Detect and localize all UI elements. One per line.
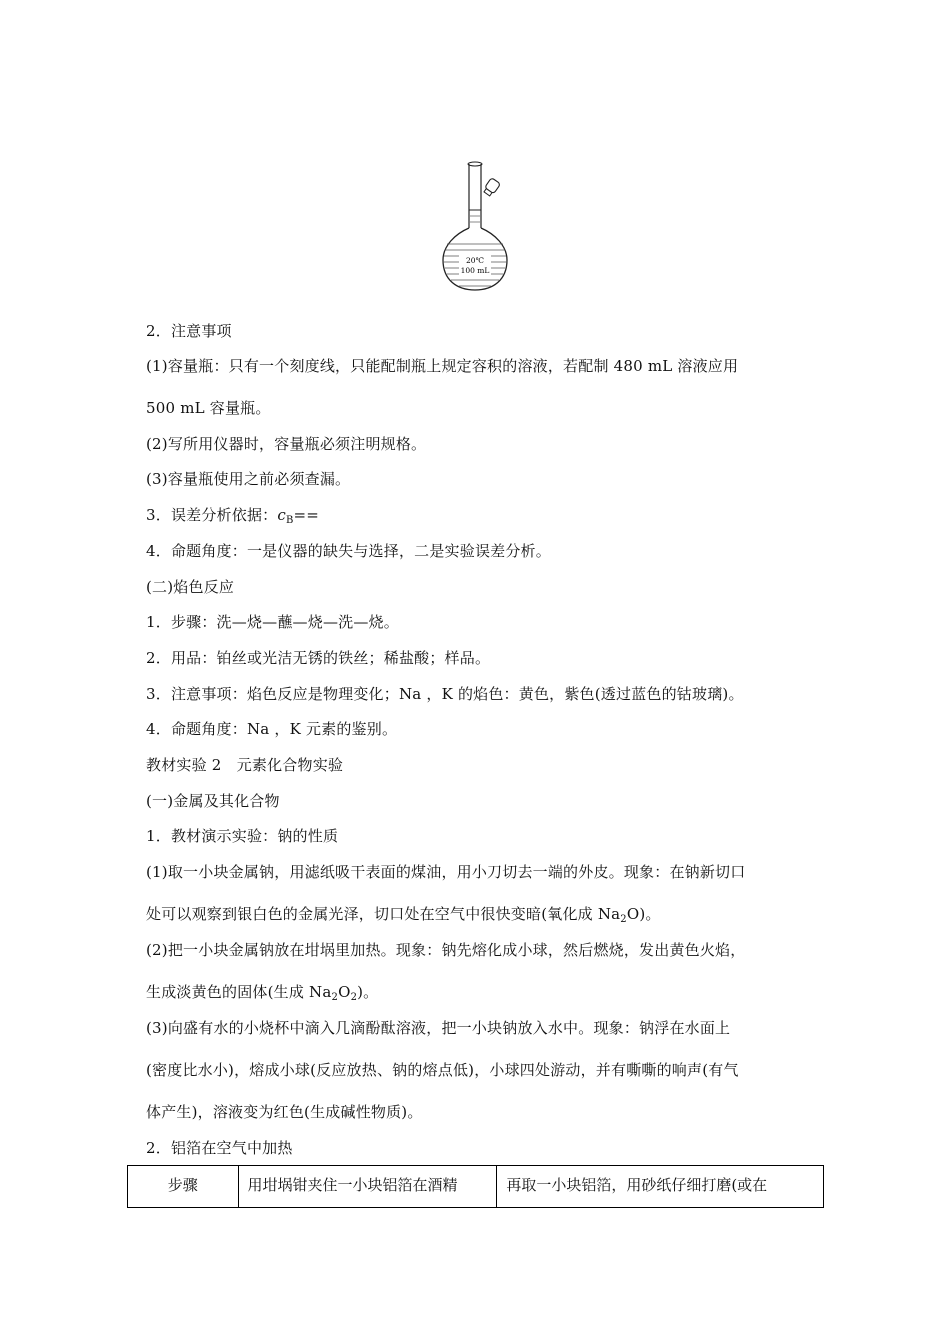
error-basis-sub: B: [285, 515, 294, 526]
aluminum-foil-steps-table: [127, 1165, 824, 1208]
na2o2-line: [146, 982, 378, 1002]
na2o-prefix: 处可以观察到银白色的金属光泽，切口处在空气中很快变暗(氧化成 Na: [146, 905, 621, 923]
na2o-line: [146, 904, 661, 924]
na2o-sub: 2: [620, 914, 627, 925]
error-basis-line: [146, 505, 319, 525]
na2o2-suffix: )。: [357, 983, 379, 1001]
text-line: 2．铝箔在空气中加热: [146, 1139, 293, 1157]
table-row: [128, 1166, 824, 1208]
text-line: 2．注意事项: [146, 322, 232, 340]
text-line: (密度比水小)，熔成小球(反应放热、钠的熔点低)，小球四处游动，并有嘶嘶的响声(有气: [146, 1061, 739, 1079]
section-heading: 教材实验 2 元素化合物实验: [146, 756, 344, 774]
error-basis-suffix: ==: [293, 506, 320, 524]
volumetric-flask-figure: [435, 158, 515, 298]
text-line: 500 mL 容量瓶。: [146, 399, 271, 417]
table-cell-step-1: 用坩埚钳夹住一小块铝箔在酒精: [238, 1166, 497, 1208]
text-line: (3)向盛有水的小烧杯中滴入几滴酚酞溶液，把一小块钠放入水中。现象：钠浮在水面上: [146, 1019, 731, 1037]
text-line: 4．命题角度：Na ，K 元素的鉴别。: [146, 720, 398, 738]
section-heading: (一)金属及其化合物: [146, 792, 280, 810]
flask-temp-label: 20℃: [466, 256, 484, 265]
error-basis-prefix: 3．误差分析依据：: [146, 506, 278, 524]
table-cell-step-2: 再取一小块铝箔，用砂纸仔细打磨(或在: [497, 1166, 824, 1208]
na2o2-mid: O: [338, 983, 351, 1001]
text-line: (1)容量瓶：只有一个刻度线，只能配制瓶上规定容积的溶液，若配制 480 mL 溶液应用: [146, 357, 739, 375]
na2o-suffix: O)。: [626, 905, 661, 923]
error-basis-var: c: [277, 506, 286, 524]
text-line: (2)写所用仪器时，容量瓶必须注明规格。: [146, 435, 427, 453]
text-line: (1)取一小块金属钠，用滤纸吸干表面的煤油，用小刀切去一端的外皮。现象：在钠新切口: [146, 863, 746, 881]
text-line: 1．教材演示实验：钠的性质: [146, 827, 339, 845]
text-line: 4．命题角度：一是仪器的缺失与选择，二是实验误差分析。: [146, 542, 551, 560]
na2o2-prefix: 生成淡黄色的固体(生成 Na: [146, 983, 332, 1001]
text-line: 2．用品：铂丝或光洁无锈的铁丝；稀盐酸；样品。: [146, 649, 491, 667]
volumetric-flask-drawing: [435, 158, 515, 298]
text-line: (3)容量瓶使用之前必须查漏。: [146, 470, 351, 488]
text-line: 1．步骤：洗—烧—蘸—烧—洗—烧。: [146, 613, 399, 631]
flask-volume-label: 100 mL: [460, 266, 490, 275]
na2o2-sub2: 2: [350, 992, 358, 1003]
text-line: (2)把一小块金属钠放在坩埚里加热。现象：钠先熔化成小球，然后燃烧，发出黄色火焰，: [146, 941, 746, 959]
table-cell-step-label: 步骤: [128, 1166, 239, 1208]
text-line: 体产生)，溶液变为红色(生成碱性物质)。: [146, 1103, 423, 1121]
text-line: 3．注意事项：焰色反应是物理变化；Na ，K 的焰色：黄色，紫色(透过蓝色的钴玻璃)。: [146, 685, 744, 703]
section-heading: (二)焰色反应: [146, 578, 235, 596]
na2o2-sub1: 2: [331, 992, 339, 1003]
